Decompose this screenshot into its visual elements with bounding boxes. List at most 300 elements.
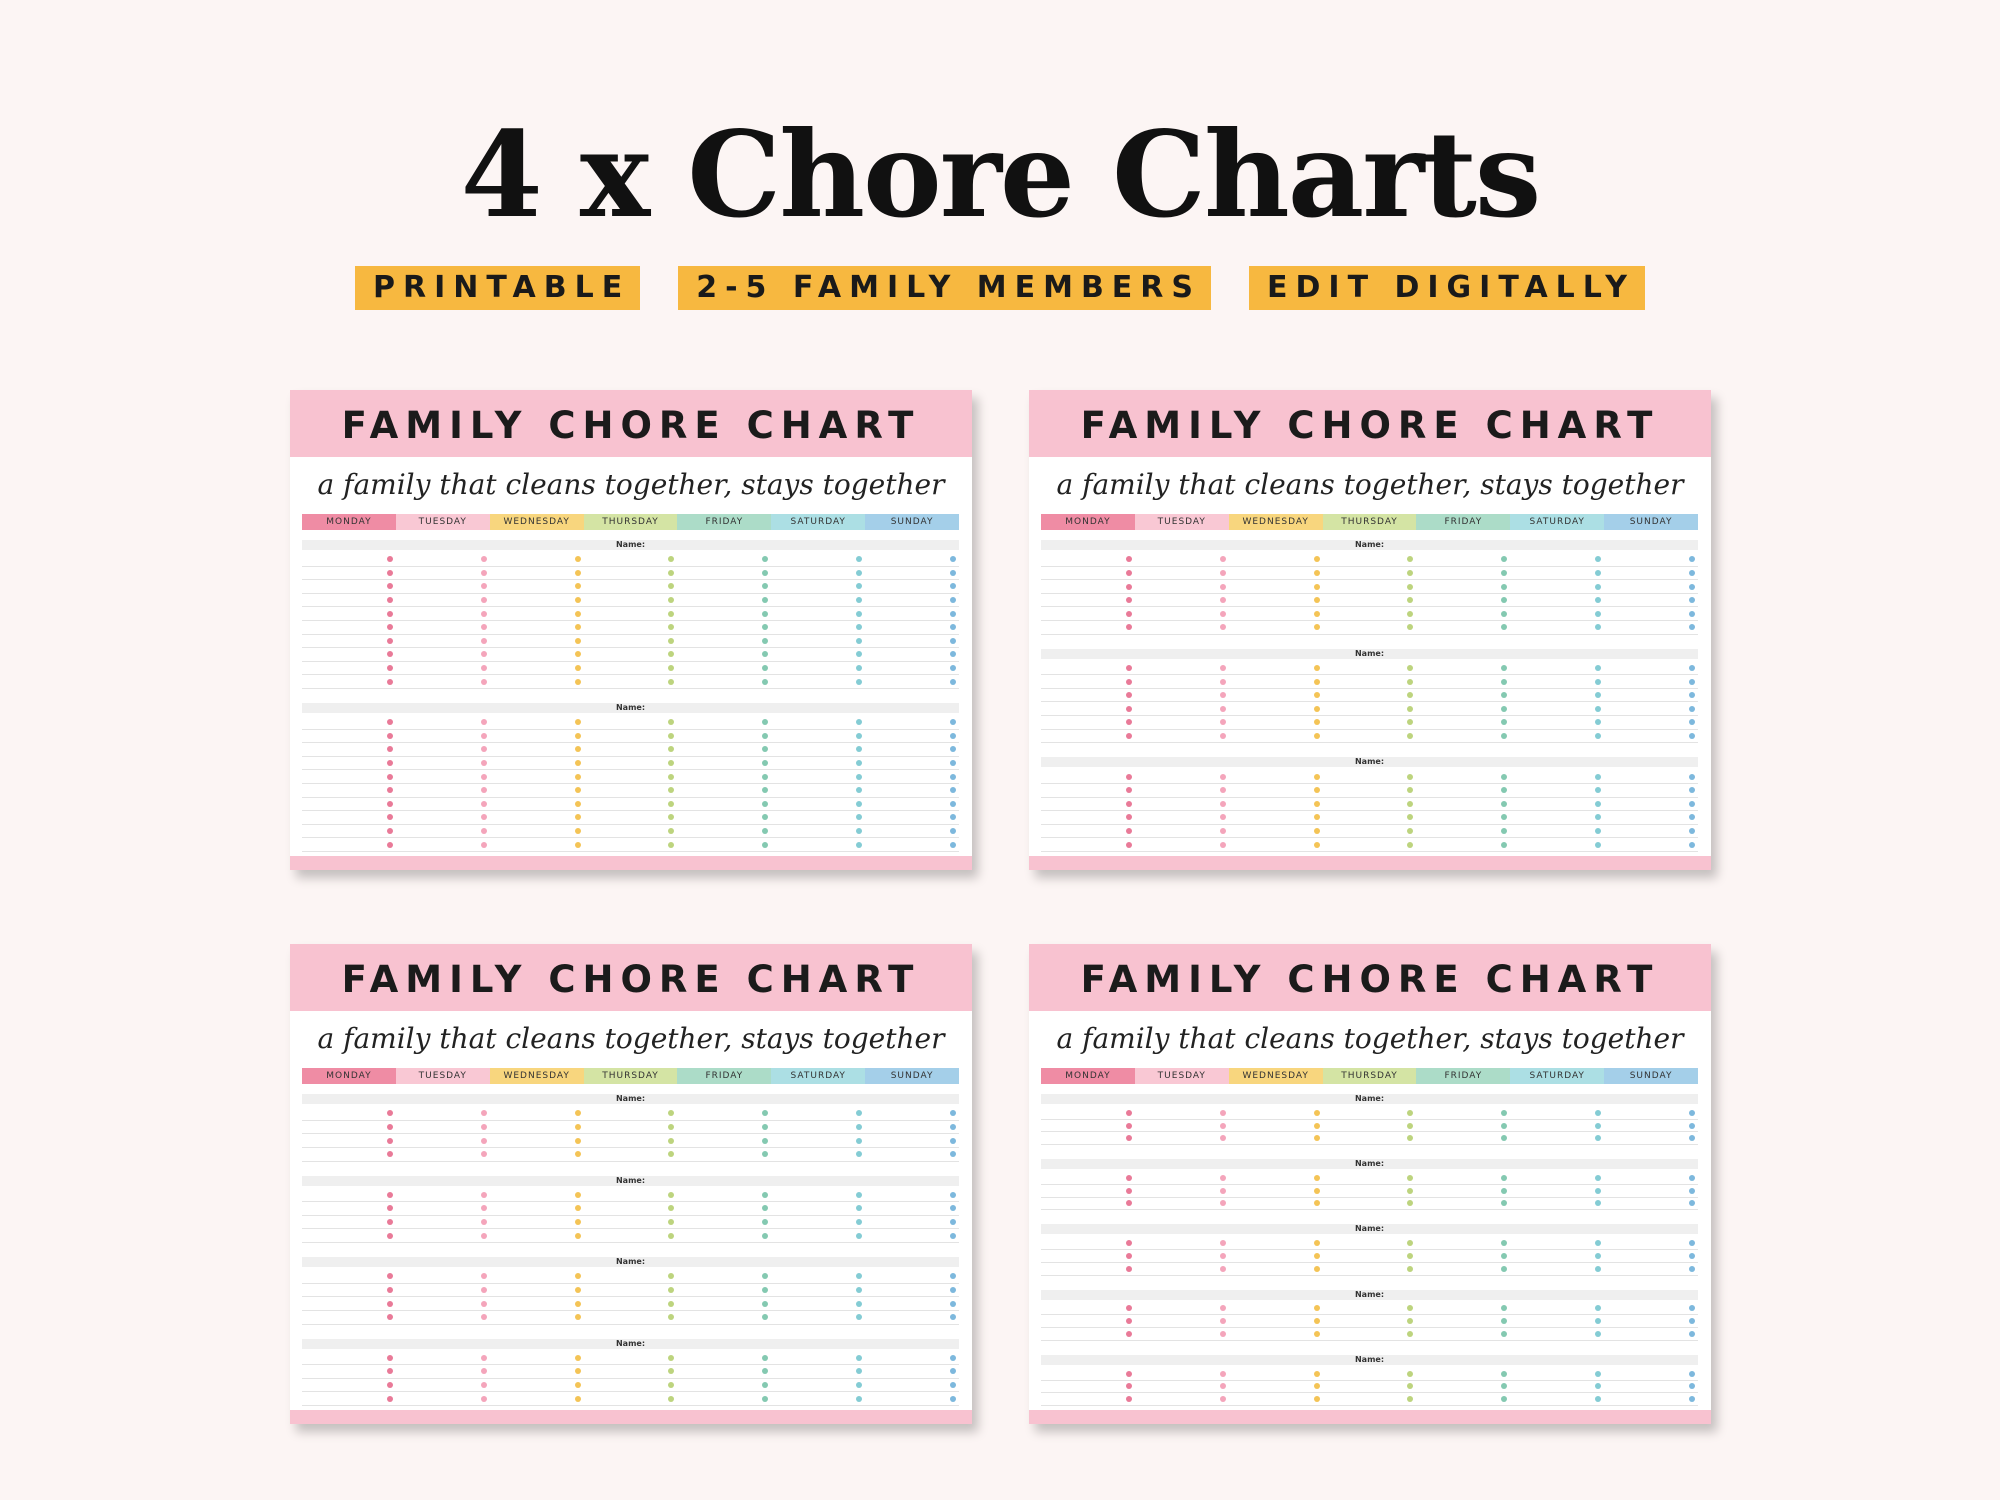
checkbox-dot[interactable] xyxy=(1220,1200,1226,1206)
checkbox-dot[interactable] xyxy=(387,570,393,576)
checkbox-dot[interactable] xyxy=(1689,1266,1695,1272)
checkbox-dot[interactable] xyxy=(575,733,581,739)
checkbox-dot[interactable] xyxy=(387,733,393,739)
checkbox-dot[interactable] xyxy=(856,1192,862,1198)
checkbox-dot[interactable] xyxy=(481,787,487,793)
member-name-field[interactable]: Name: xyxy=(1041,757,1698,767)
checkbox-dot[interactable] xyxy=(387,1110,393,1116)
checkbox-dot[interactable] xyxy=(1689,611,1695,617)
checkbox-dot[interactable] xyxy=(762,597,768,603)
checkbox-dot[interactable] xyxy=(762,1382,768,1388)
checkbox-dot[interactable] xyxy=(1314,679,1320,685)
checkbox-dot[interactable] xyxy=(1501,842,1507,848)
checkbox-dot[interactable] xyxy=(575,1110,581,1116)
chore-row[interactable] xyxy=(1041,594,1698,608)
checkbox-dot[interactable] xyxy=(856,638,862,644)
checkbox-dot[interactable] xyxy=(762,1110,768,1116)
checkbox-dot[interactable] xyxy=(575,638,581,644)
chore-row[interactable] xyxy=(302,716,959,730)
checkbox-dot[interactable] xyxy=(1689,1175,1695,1181)
checkbox-dot[interactable] xyxy=(1220,1318,1226,1324)
checkbox-dot[interactable] xyxy=(575,801,581,807)
chore-row[interactable] xyxy=(302,1202,959,1216)
checkbox-dot[interactable] xyxy=(1689,787,1695,793)
checkbox-dot[interactable] xyxy=(856,1368,862,1374)
checkbox-dot[interactable] xyxy=(575,1368,581,1374)
chore-row[interactable] xyxy=(1041,580,1698,594)
checkbox-dot[interactable] xyxy=(856,679,862,685)
checkbox-dot[interactable] xyxy=(387,1287,393,1293)
chore-row[interactable] xyxy=(302,621,959,635)
checkbox-dot[interactable] xyxy=(1314,624,1320,630)
checkbox-dot[interactable] xyxy=(762,651,768,657)
checkbox-dot[interactable] xyxy=(1595,801,1601,807)
checkbox-dot[interactable] xyxy=(387,1151,393,1157)
checkbox-dot[interactable] xyxy=(387,760,393,766)
checkbox-dot[interactable] xyxy=(1407,719,1413,725)
checkbox-dot[interactable] xyxy=(856,746,862,752)
checkbox-dot[interactable] xyxy=(668,1233,674,1239)
checkbox-dot[interactable] xyxy=(762,1205,768,1211)
checkbox-dot[interactable] xyxy=(1126,1305,1132,1311)
chore-row[interactable] xyxy=(1041,621,1698,635)
checkbox-dot[interactable] xyxy=(856,1382,862,1388)
chore-row[interactable] xyxy=(302,607,959,621)
checkbox-dot[interactable] xyxy=(575,624,581,630)
checkbox-dot[interactable] xyxy=(762,624,768,630)
chore-row[interactable] xyxy=(302,1352,959,1366)
checkbox-dot[interactable] xyxy=(762,1138,768,1144)
checkbox-dot[interactable] xyxy=(1407,570,1413,576)
checkbox-dot[interactable] xyxy=(481,1368,487,1374)
checkbox-dot[interactable] xyxy=(762,679,768,685)
chore-row[interactable] xyxy=(302,648,959,662)
chore-row[interactable] xyxy=(1041,675,1698,689)
checkbox-dot[interactable] xyxy=(1501,556,1507,562)
checkbox-dot[interactable] xyxy=(1595,1110,1601,1116)
checkbox-dot[interactable] xyxy=(1126,1331,1132,1337)
checkbox-dot[interactable] xyxy=(762,1151,768,1157)
checkbox-dot[interactable] xyxy=(1407,1123,1413,1129)
checkbox-dot[interactable] xyxy=(1220,814,1226,820)
checkbox-dot[interactable] xyxy=(1314,1175,1320,1181)
checkbox-dot[interactable] xyxy=(387,828,393,834)
checkbox-dot[interactable] xyxy=(1501,570,1507,576)
checkbox-dot[interactable] xyxy=(1501,692,1507,698)
chore-row[interactable] xyxy=(302,1270,959,1284)
checkbox-dot[interactable] xyxy=(950,1138,956,1144)
checkbox-dot[interactable] xyxy=(481,1205,487,1211)
checkbox-dot[interactable] xyxy=(668,1205,674,1211)
checkbox-dot[interactable] xyxy=(1595,1266,1601,1272)
checkbox-dot[interactable] xyxy=(1501,1371,1507,1377)
checkbox-dot[interactable] xyxy=(1501,1188,1507,1194)
member-name-field[interactable]: Name: xyxy=(1041,1094,1698,1104)
checkbox-dot[interactable] xyxy=(1501,1135,1507,1141)
checkbox-dot[interactable] xyxy=(387,1205,393,1211)
checkbox-dot[interactable] xyxy=(387,679,393,685)
checkbox-dot[interactable] xyxy=(1501,665,1507,671)
checkbox-dot[interactable] xyxy=(1407,1383,1413,1389)
checkbox-dot[interactable] xyxy=(1314,692,1320,698)
checkbox-dot[interactable] xyxy=(1126,842,1132,848)
checkbox-dot[interactable] xyxy=(668,1301,674,1307)
checkbox-dot[interactable] xyxy=(1595,774,1601,780)
checkbox-dot[interactable] xyxy=(856,787,862,793)
checkbox-dot[interactable] xyxy=(1501,1305,1507,1311)
checkbox-dot[interactable] xyxy=(575,1382,581,1388)
checkbox-dot[interactable] xyxy=(1407,814,1413,820)
checkbox-dot[interactable] xyxy=(668,679,674,685)
checkbox-dot[interactable] xyxy=(1595,1240,1601,1246)
chore-row[interactable] xyxy=(1041,1303,1698,1316)
checkbox-dot[interactable] xyxy=(1407,1200,1413,1206)
chore-row[interactable] xyxy=(1041,838,1698,852)
checkbox-dot[interactable] xyxy=(1220,584,1226,590)
checkbox-dot[interactable] xyxy=(1501,1318,1507,1324)
checkbox-dot[interactable] xyxy=(950,828,956,834)
checkbox-dot[interactable] xyxy=(1220,801,1226,807)
checkbox-dot[interactable] xyxy=(762,556,768,562)
checkbox-dot[interactable] xyxy=(1220,1240,1226,1246)
checkbox-dot[interactable] xyxy=(1689,706,1695,712)
checkbox-dot[interactable] xyxy=(1220,706,1226,712)
chore-row[interactable] xyxy=(302,1284,959,1298)
checkbox-dot[interactable] xyxy=(1314,1188,1320,1194)
checkbox-dot[interactable] xyxy=(950,1396,956,1402)
checkbox-dot[interactable] xyxy=(1501,787,1507,793)
checkbox-dot[interactable] xyxy=(762,1314,768,1320)
checkbox-dot[interactable] xyxy=(1220,624,1226,630)
chore-row[interactable] xyxy=(1041,716,1698,730)
checkbox-dot[interactable] xyxy=(481,774,487,780)
chore-row[interactable] xyxy=(1041,1368,1698,1381)
checkbox-dot[interactable] xyxy=(1407,665,1413,671)
checkbox-dot[interactable] xyxy=(1314,1318,1320,1324)
checkbox-dot[interactable] xyxy=(1689,1305,1695,1311)
checkbox-dot[interactable] xyxy=(1220,1123,1226,1129)
checkbox-dot[interactable] xyxy=(1407,706,1413,712)
checkbox-dot[interactable] xyxy=(1314,584,1320,590)
checkbox-dot[interactable] xyxy=(387,583,393,589)
checkbox-dot[interactable] xyxy=(387,624,393,630)
checkbox-dot[interactable] xyxy=(668,733,674,739)
checkbox-dot[interactable] xyxy=(481,760,487,766)
checkbox-dot[interactable] xyxy=(1595,1135,1601,1141)
checkbox-dot[interactable] xyxy=(1595,584,1601,590)
checkbox-dot[interactable] xyxy=(856,719,862,725)
checkbox-dot[interactable] xyxy=(1501,733,1507,739)
checkbox-dot[interactable] xyxy=(1407,774,1413,780)
checkbox-dot[interactable] xyxy=(481,828,487,834)
checkbox-dot[interactable] xyxy=(856,1301,862,1307)
checkbox-dot[interactable] xyxy=(1689,1240,1695,1246)
checkbox-dot[interactable] xyxy=(481,1273,487,1279)
checkbox-dot[interactable] xyxy=(387,1301,393,1307)
chore-row[interactable] xyxy=(302,1134,959,1148)
checkbox-dot[interactable] xyxy=(856,733,862,739)
checkbox-dot[interactable] xyxy=(950,1287,956,1293)
checkbox-dot[interactable] xyxy=(1407,1175,1413,1181)
checkbox-dot[interactable] xyxy=(575,1151,581,1157)
checkbox-dot[interactable] xyxy=(1407,1266,1413,1272)
checkbox-dot[interactable] xyxy=(1126,801,1132,807)
checkbox-dot[interactable] xyxy=(950,801,956,807)
checkbox-dot[interactable] xyxy=(762,570,768,576)
chore-row[interactable] xyxy=(302,1297,959,1311)
checkbox-dot[interactable] xyxy=(481,570,487,576)
checkbox-dot[interactable] xyxy=(575,787,581,793)
checkbox-dot[interactable] xyxy=(856,570,862,576)
checkbox-dot[interactable] xyxy=(1407,828,1413,834)
checkbox-dot[interactable] xyxy=(481,1314,487,1320)
checkbox-dot[interactable] xyxy=(481,665,487,671)
checkbox-dot[interactable] xyxy=(856,1233,862,1239)
checkbox-dot[interactable] xyxy=(575,814,581,820)
checkbox-dot[interactable] xyxy=(481,597,487,603)
checkbox-dot[interactable] xyxy=(575,1124,581,1130)
checkbox-dot[interactable] xyxy=(1126,706,1132,712)
checkbox-dot[interactable] xyxy=(762,1301,768,1307)
checkbox-dot[interactable] xyxy=(856,1355,862,1361)
checkbox-dot[interactable] xyxy=(1689,570,1695,576)
checkbox-dot[interactable] xyxy=(762,611,768,617)
member-name-field[interactable]: Name: xyxy=(1041,1159,1698,1169)
checkbox-dot[interactable] xyxy=(1501,1266,1507,1272)
checkbox-dot[interactable] xyxy=(1595,556,1601,562)
checkbox-dot[interactable] xyxy=(387,597,393,603)
checkbox-dot[interactable] xyxy=(668,570,674,576)
checkbox-dot[interactable] xyxy=(1595,842,1601,848)
checkbox-dot[interactable] xyxy=(950,583,956,589)
member-name-field[interactable]: Name: xyxy=(302,1094,959,1104)
chore-row[interactable] xyxy=(302,825,959,839)
checkbox-dot[interactable] xyxy=(950,1219,956,1225)
checkbox-dot[interactable] xyxy=(1595,814,1601,820)
checkbox-dot[interactable] xyxy=(481,1192,487,1198)
checkbox-dot[interactable] xyxy=(1314,556,1320,562)
checkbox-dot[interactable] xyxy=(762,828,768,834)
checkbox-dot[interactable] xyxy=(856,828,862,834)
checkbox-dot[interactable] xyxy=(387,1124,393,1130)
chore-row[interactable] xyxy=(302,675,959,689)
checkbox-dot[interactable] xyxy=(1220,1110,1226,1116)
checkbox-dot[interactable] xyxy=(1314,1396,1320,1402)
checkbox-dot[interactable] xyxy=(1126,665,1132,671)
checkbox-dot[interactable] xyxy=(387,556,393,562)
checkbox-dot[interactable] xyxy=(950,733,956,739)
checkbox-dot[interactable] xyxy=(1689,801,1695,807)
checkbox-dot[interactable] xyxy=(762,665,768,671)
checkbox-dot[interactable] xyxy=(575,1138,581,1144)
checkbox-dot[interactable] xyxy=(1220,611,1226,617)
chore-row[interactable] xyxy=(1041,1185,1698,1198)
checkbox-dot[interactable] xyxy=(1689,584,1695,590)
checkbox-dot[interactable] xyxy=(481,638,487,644)
checkbox-dot[interactable] xyxy=(668,1355,674,1361)
member-name-field[interactable]: Name: xyxy=(1041,1290,1698,1300)
checkbox-dot[interactable] xyxy=(387,801,393,807)
checkbox-dot[interactable] xyxy=(1689,1383,1695,1389)
checkbox-dot[interactable] xyxy=(950,1368,956,1374)
checkbox-dot[interactable] xyxy=(1595,1331,1601,1337)
checkbox-dot[interactable] xyxy=(481,842,487,848)
chore-row[interactable] xyxy=(302,798,959,812)
checkbox-dot[interactable] xyxy=(1595,828,1601,834)
checkbox-dot[interactable] xyxy=(1314,1135,1320,1141)
chore-row[interactable] xyxy=(302,1148,959,1162)
checkbox-dot[interactable] xyxy=(481,1151,487,1157)
checkbox-dot[interactable] xyxy=(481,1138,487,1144)
checkbox-dot[interactable] xyxy=(950,679,956,685)
member-name-field[interactable]: Name: xyxy=(1041,540,1698,550)
checkbox-dot[interactable] xyxy=(1126,719,1132,725)
checkbox-dot[interactable] xyxy=(575,651,581,657)
checkbox-dot[interactable] xyxy=(387,1382,393,1388)
chore-row[interactable] xyxy=(302,580,959,594)
chore-row[interactable] xyxy=(1041,825,1698,839)
checkbox-dot[interactable] xyxy=(387,1192,393,1198)
checkbox-dot[interactable] xyxy=(1501,801,1507,807)
checkbox-dot[interactable] xyxy=(1314,706,1320,712)
checkbox-dot[interactable] xyxy=(950,1382,956,1388)
checkbox-dot[interactable] xyxy=(1220,1188,1226,1194)
chore-row[interactable] xyxy=(1041,1132,1698,1145)
checkbox-dot[interactable] xyxy=(1126,1253,1132,1259)
checkbox-dot[interactable] xyxy=(1314,842,1320,848)
checkbox-dot[interactable] xyxy=(950,597,956,603)
checkbox-dot[interactable] xyxy=(1220,828,1226,834)
checkbox-dot[interactable] xyxy=(481,746,487,752)
checkbox-dot[interactable] xyxy=(1314,787,1320,793)
checkbox-dot[interactable] xyxy=(1501,774,1507,780)
checkbox-dot[interactable] xyxy=(1501,1175,1507,1181)
member-name-field[interactable]: Name: xyxy=(302,1339,959,1349)
checkbox-dot[interactable] xyxy=(1595,1318,1601,1324)
checkbox-dot[interactable] xyxy=(668,842,674,848)
checkbox-dot[interactable] xyxy=(1501,679,1507,685)
checkbox-dot[interactable] xyxy=(1407,1110,1413,1116)
checkbox-dot[interactable] xyxy=(387,1396,393,1402)
checkbox-dot[interactable] xyxy=(575,665,581,671)
checkbox-dot[interactable] xyxy=(1501,828,1507,834)
chore-row[interactable] xyxy=(302,567,959,581)
chore-row[interactable] xyxy=(1041,1120,1698,1133)
checkbox-dot[interactable] xyxy=(950,1355,956,1361)
checkbox-dot[interactable] xyxy=(387,1138,393,1144)
checkbox-dot[interactable] xyxy=(1314,597,1320,603)
checkbox-dot[interactable] xyxy=(1126,1383,1132,1389)
checkbox-dot[interactable] xyxy=(1407,584,1413,590)
chore-row[interactable] xyxy=(1041,1328,1698,1341)
chore-row[interactable] xyxy=(302,743,959,757)
checkbox-dot[interactable] xyxy=(387,719,393,725)
checkbox-dot[interactable] xyxy=(481,801,487,807)
checkbox-dot[interactable] xyxy=(1407,1318,1413,1324)
checkbox-dot[interactable] xyxy=(668,1287,674,1293)
checkbox-dot[interactable] xyxy=(1126,1240,1132,1246)
checkbox-dot[interactable] xyxy=(1407,556,1413,562)
checkbox-dot[interactable] xyxy=(762,787,768,793)
checkbox-dot[interactable] xyxy=(1595,1175,1601,1181)
checkbox-dot[interactable] xyxy=(762,1124,768,1130)
checkbox-dot[interactable] xyxy=(950,774,956,780)
checkbox-dot[interactable] xyxy=(1595,706,1601,712)
checkbox-dot[interactable] xyxy=(856,1287,862,1293)
checkbox-dot[interactable] xyxy=(1220,665,1226,671)
checkbox-dot[interactable] xyxy=(1407,733,1413,739)
checkbox-dot[interactable] xyxy=(668,1396,674,1402)
checkbox-dot[interactable] xyxy=(1595,624,1601,630)
member-name-field[interactable]: Name: xyxy=(1041,1224,1698,1234)
checkbox-dot[interactable] xyxy=(481,719,487,725)
checkbox-dot[interactable] xyxy=(1501,1200,1507,1206)
checkbox-dot[interactable] xyxy=(387,638,393,644)
checkbox-dot[interactable] xyxy=(668,651,674,657)
checkbox-dot[interactable] xyxy=(856,1110,862,1116)
checkbox-dot[interactable] xyxy=(481,1396,487,1402)
checkbox-dot[interactable] xyxy=(1220,733,1226,739)
chore-row[interactable] xyxy=(302,553,959,567)
checkbox-dot[interactable] xyxy=(1220,719,1226,725)
checkbox-dot[interactable] xyxy=(762,814,768,820)
checkbox-dot[interactable] xyxy=(950,760,956,766)
checkbox-dot[interactable] xyxy=(950,638,956,644)
checkbox-dot[interactable] xyxy=(575,842,581,848)
checkbox-dot[interactable] xyxy=(1314,665,1320,671)
checkbox-dot[interactable] xyxy=(481,814,487,820)
checkbox-dot[interactable] xyxy=(1220,692,1226,698)
chore-row[interactable] xyxy=(302,1229,959,1243)
checkbox-dot[interactable] xyxy=(1220,570,1226,576)
checkbox-dot[interactable] xyxy=(481,1124,487,1130)
chore-row[interactable] xyxy=(1041,662,1698,676)
checkbox-dot[interactable] xyxy=(856,583,862,589)
checkbox-dot[interactable] xyxy=(1689,719,1695,725)
checkbox-dot[interactable] xyxy=(1314,570,1320,576)
member-name-field[interactable]: Name: xyxy=(302,703,959,713)
checkbox-dot[interactable] xyxy=(387,665,393,671)
checkbox-dot[interactable] xyxy=(950,624,956,630)
checkbox-dot[interactable] xyxy=(1314,1331,1320,1337)
chore-row[interactable] xyxy=(302,1189,959,1203)
checkbox-dot[interactable] xyxy=(1220,679,1226,685)
checkbox-dot[interactable] xyxy=(668,665,674,671)
checkbox-dot[interactable] xyxy=(575,583,581,589)
checkbox-dot[interactable] xyxy=(1595,1305,1601,1311)
checkbox-dot[interactable] xyxy=(1314,611,1320,617)
checkbox-dot[interactable] xyxy=(1314,1266,1320,1272)
checkbox-dot[interactable] xyxy=(856,1396,862,1402)
checkbox-dot[interactable] xyxy=(856,1151,862,1157)
checkbox-dot[interactable] xyxy=(1595,1123,1601,1129)
checkbox-dot[interactable] xyxy=(1595,733,1601,739)
chore-row[interactable] xyxy=(1041,567,1698,581)
checkbox-dot[interactable] xyxy=(1501,611,1507,617)
checkbox-dot[interactable] xyxy=(1501,584,1507,590)
checkbox-dot[interactable] xyxy=(387,746,393,752)
checkbox-dot[interactable] xyxy=(950,1233,956,1239)
checkbox-dot[interactable] xyxy=(668,787,674,793)
checkbox-dot[interactable] xyxy=(950,746,956,752)
checkbox-dot[interactable] xyxy=(1407,1240,1413,1246)
checkbox-dot[interactable] xyxy=(762,1273,768,1279)
checkbox-dot[interactable] xyxy=(575,611,581,617)
checkbox-dot[interactable] xyxy=(668,746,674,752)
checkbox-dot[interactable] xyxy=(575,1396,581,1402)
checkbox-dot[interactable] xyxy=(668,1382,674,1388)
checkbox-dot[interactable] xyxy=(1126,1135,1132,1141)
